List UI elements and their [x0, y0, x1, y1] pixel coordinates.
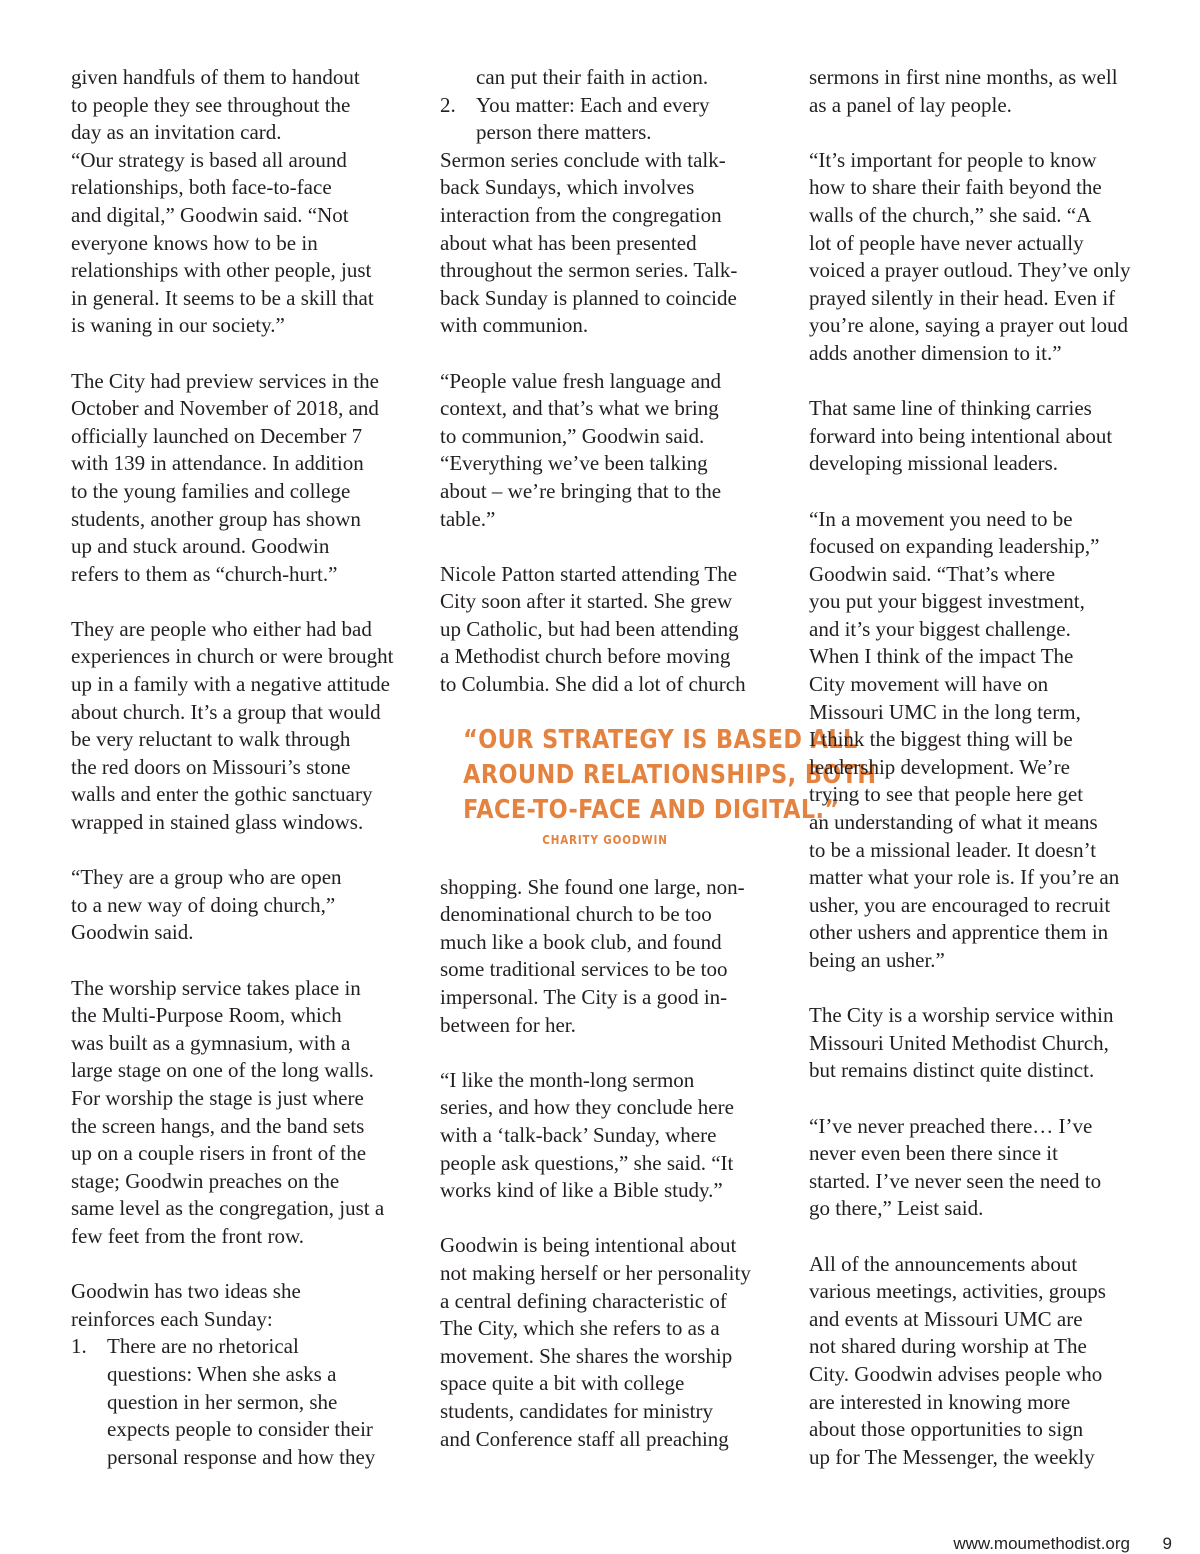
text-line: day as an invitation card. [71, 120, 282, 145]
text-line: up on a couple risers in front of the [71, 1141, 367, 1166]
text-line: focused on expanding leadership,” [809, 534, 1100, 559]
text-line: other ushers and apprentice them in [809, 920, 1109, 945]
text-line: denominational church to be too [440, 902, 712, 927]
text-line: in general. It seems to be a skill that [71, 285, 374, 310]
paragraph [71, 368, 401, 589]
paragraph [809, 1113, 1139, 1223]
text-line: and digital,” Goodwin said. “Not [71, 202, 349, 227]
text-line: stage; Goodwin preaches on the [71, 1168, 340, 1193]
text-line: developing missional leaders. [809, 451, 1059, 476]
text-line: started. I’ve never seen the need to [809, 1168, 1102, 1193]
text-line: not shared during worship at The [809, 1334, 1087, 1359]
paragraph [809, 1251, 1139, 1472]
pull-quote-attribution: CHARITY GOODWIN [542, 832, 668, 847]
text-line: Goodwin has two ideas she [71, 1279, 301, 1304]
text-line: “They are a group who are open [71, 865, 342, 890]
text-line: context, and that’s what we bring [440, 396, 719, 421]
text-line: expects people to consider their [107, 1417, 373, 1442]
text-line: students, candidates for ministry [440, 1398, 713, 1423]
text-line: wrapped in stained glass windows. [71, 810, 364, 835]
list-number: 2. [440, 92, 456, 117]
text-line: everyone knows how to be in [71, 230, 318, 255]
text-line: adds another dimension to it.” [809, 340, 1062, 365]
text-line: usher, you are encouraged to recruit [809, 892, 1111, 917]
column-3 [809, 64, 1139, 1499]
text-line: about – we’re bringing that to the [440, 478, 722, 503]
text-line: about what has been presented [440, 230, 697, 255]
text-line: Missouri UMC in the long term, [809, 699, 1081, 724]
text-line: Nicole Patton started attending The [440, 561, 738, 586]
text-line: the red doors on Missouri’s stone [71, 754, 351, 779]
text-line: personal response and how they [107, 1444, 376, 1469]
text-line: but remains distinct quite distinct. [809, 1058, 1095, 1083]
text-line: up in a family with a negative attitude [71, 672, 390, 697]
text-line: You matter: Each and every [476, 92, 710, 117]
text-line: City. Goodwin advises people who [809, 1361, 1103, 1386]
paragraph [71, 975, 401, 1251]
text-line: be very reluctant to walk through [71, 727, 351, 752]
text-line: an understanding of what it means [809, 810, 1098, 835]
text-line: Goodwin is being intentional about [440, 1233, 737, 1258]
footer-url: www.moumethodist.org [953, 1534, 1130, 1553]
text-line: how to share their faith beyond the [809, 175, 1102, 200]
text-line: with a ‘talk-back’ Sunday, where [440, 1123, 717, 1147]
text-line: relationships, both face-to-face [71, 175, 332, 200]
text-line: The City, which she refers to as a [440, 1316, 720, 1341]
text-line: back Sundays, which involves [440, 175, 695, 200]
text-line: you’re alone, saying a prayer out loud [809, 313, 1128, 338]
paragraph [440, 368, 770, 534]
text-line: Goodwin said. [71, 920, 194, 945]
text-line: FACE-TO-FACE AND DIGITAL.” [463, 794, 840, 825]
paragraph [809, 64, 1139, 119]
text-line: forward into being intentional about [809, 423, 1113, 448]
text-line: “I’ve never preached there… I’ve [809, 1113, 1093, 1138]
text-line: impersonal. The City is a good in- [440, 985, 728, 1010]
text-line: “Everything we’ve been talking [440, 451, 708, 476]
text-line: with communion. [440, 313, 589, 338]
text-line: up for The Messenger, the weekly [809, 1444, 1095, 1469]
text-line: with 139 in attendance. In addition [71, 451, 364, 476]
list-item-text [476, 92, 770, 147]
text-line: prayed silently in their head. Even if [809, 285, 1116, 310]
text-line: All of the announcements about [809, 1251, 1078, 1276]
text-line: That same line of thinking carries [809, 396, 1092, 421]
text-line: Goodwin said. “That’s where [809, 561, 1056, 586]
paragraph [71, 1278, 401, 1333]
text-line: was built as a gymnasium, with a [71, 1030, 351, 1055]
text-line: up Catholic, but had been attending [440, 616, 739, 641]
text-line: When I think of the impact The [809, 644, 1074, 669]
text-line: “I like the month-long sermon [440, 1067, 695, 1092]
text-line: table.” [440, 506, 496, 531]
text-line: never even been there since it [809, 1141, 1058, 1166]
text-line: I think the biggest thing will be [809, 727, 1073, 752]
page-number: 9 [1162, 1534, 1172, 1553]
text-line: person there matters. [476, 120, 652, 145]
text-line: as a panel of lay people. [809, 92, 1012, 117]
text-line: about those opportunities to sign [809, 1417, 1084, 1442]
text-line: sermons in first nine months, as well [809, 65, 1118, 89]
paragraph [809, 506, 1139, 975]
text-line: the Multi-Purpose Room, which [71, 1003, 342, 1028]
text-line: same level as the congregation, just a [71, 1196, 385, 1221]
text-line: about church. It’s a group that would [71, 699, 381, 724]
text-line: series, and how they conclude here [440, 1095, 734, 1120]
text-line: you put your biggest investment, [809, 589, 1085, 614]
column-1 [71, 64, 401, 1471]
text-line: “OUR STRATEGY IS BASED ALL [463, 724, 858, 755]
text-line: the screen hangs, and the band sets [71, 1113, 365, 1138]
text-line: There are no rhetorical [107, 1334, 299, 1359]
text-line: not making herself or her personality [440, 1260, 751, 1285]
paragraph [71, 64, 401, 147]
text-line: some traditional services to be too [440, 957, 728, 982]
paragraph [440, 1067, 770, 1205]
text-line: space quite a bit with college [440, 1371, 685, 1396]
text-line: and Conference staff all preaching [440, 1426, 729, 1451]
text-line: between for her. [440, 1012, 576, 1037]
text-line: “In a movement you need to be [809, 506, 1073, 531]
text-line: a Methodist church before moving [440, 644, 731, 669]
text-line: to people they see throughout the [71, 92, 351, 117]
text-line: City movement will have on [809, 672, 1049, 697]
paragraph [440, 147, 770, 340]
paragraph [440, 561, 770, 699]
paragraph [440, 1232, 770, 1453]
text-line: and events at Missouri UMC are [809, 1306, 1083, 1331]
text-line: For worship the stage is just where [71, 1085, 364, 1110]
paragraph [71, 616, 401, 837]
text-line: can put their faith in action. [476, 65, 709, 89]
text-line: “Our strategy is based all around [71, 147, 347, 172]
text-line: “It’s important for people to know [809, 147, 1097, 172]
list-item [440, 92, 770, 147]
text-line: lot of people have never actually [809, 230, 1084, 255]
text-line: October and November of 2018, and [71, 396, 379, 421]
text-line: to Columbia. She did a lot of church [440, 672, 746, 697]
text-line: The City had preview services in the [71, 368, 379, 393]
pull-quote-text [463, 723, 877, 828]
text-line: Sermon series conclude with talk- [440, 147, 726, 172]
paragraph [809, 1002, 1139, 1085]
text-line: AROUND RELATIONSHIPS, BOTH [463, 759, 877, 790]
text-line: works kind of like a Bible study.” [440, 1178, 723, 1203]
text-line: questions: When she asks a [107, 1361, 337, 1386]
list-item-text [476, 64, 770, 92]
text-line: The worship service takes place in [71, 975, 361, 1000]
text-line: interaction from the congregation [440, 202, 722, 227]
text-line: being an usher.” [809, 948, 945, 972]
text-line: Missouri United Methodist Church, [809, 1030, 1109, 1055]
text-line: movement. She shares the worship [440, 1343, 733, 1368]
text-line: throughout the sermon series. Talk- [440, 258, 738, 283]
text-line: to communion,” Goodwin said. [440, 423, 705, 448]
text-line: few feet from the front row. [71, 1223, 305, 1248]
text-line: refers to them as “church-hurt.” [71, 561, 338, 586]
text-line: and it’s your biggest challenge. [809, 616, 1071, 641]
text-line: walls of the church,” she said. “A [809, 202, 1092, 227]
text-line: shopping. She found one large, non- [440, 874, 745, 899]
text-line: people ask questions,” she said. “It [440, 1150, 734, 1175]
paragraph [71, 864, 401, 947]
text-line: back Sunday is planned to coincide [440, 285, 737, 310]
text-line: large stage on one of the long walls. [71, 1058, 374, 1083]
text-line: officially launched on December 7 [71, 423, 363, 448]
text-line: trying to see that people here get [809, 782, 1084, 807]
text-line: They are people who either had bad [71, 616, 372, 641]
text-line: a central defining characteristic of [440, 1288, 727, 1313]
text-line: “People value fresh language and [440, 368, 722, 393]
text-line: leadership development. We’re [809, 754, 1070, 779]
text-line: experiences in church or were brought [71, 644, 394, 669]
paragraph [440, 874, 770, 1040]
list-item [71, 1333, 401, 1471]
text-line: much like a book club, and found [440, 929, 722, 954]
text-line: various meetings, activities, groups [809, 1279, 1106, 1304]
text-line: up and stuck around. Goodwin [71, 534, 330, 559]
text-line: to be a missional leader. It doesn’t [809, 837, 1097, 862]
text-line: voiced a prayer outloud. They’ve only [809, 258, 1131, 283]
text-line: are interested in knowing more [809, 1389, 1071, 1414]
text-line: matter what your role is. If you’re an [809, 865, 1120, 890]
text-line: is waning in our society.” [71, 313, 285, 338]
list-item-text [107, 1333, 401, 1471]
pull-quote [463, 723, 877, 848]
paragraph [809, 395, 1139, 478]
text-line: to the young families and college [71, 478, 351, 503]
text-line: City soon after it started. She grew [440, 589, 733, 614]
list-item [440, 64, 770, 92]
text-line: question in her sermon, she [107, 1389, 338, 1414]
paragraph [809, 147, 1139, 368]
text-line: The City is a worship service within [809, 1003, 1114, 1028]
text-line: relationships with other people, just [71, 258, 372, 283]
text-line: given handfuls of them to handout [71, 65, 360, 89]
text-line: go there,” Leist said. [809, 1196, 984, 1221]
list-number: 1. [71, 1334, 87, 1359]
text-line: to a new way of doing church,” [71, 892, 336, 917]
text-line: students, another group has shown [71, 506, 361, 531]
paragraph [71, 147, 401, 340]
text-line: walls and enter the gothic sanctuary [71, 782, 373, 807]
text-line: reinforces each Sunday: [71, 1306, 273, 1331]
